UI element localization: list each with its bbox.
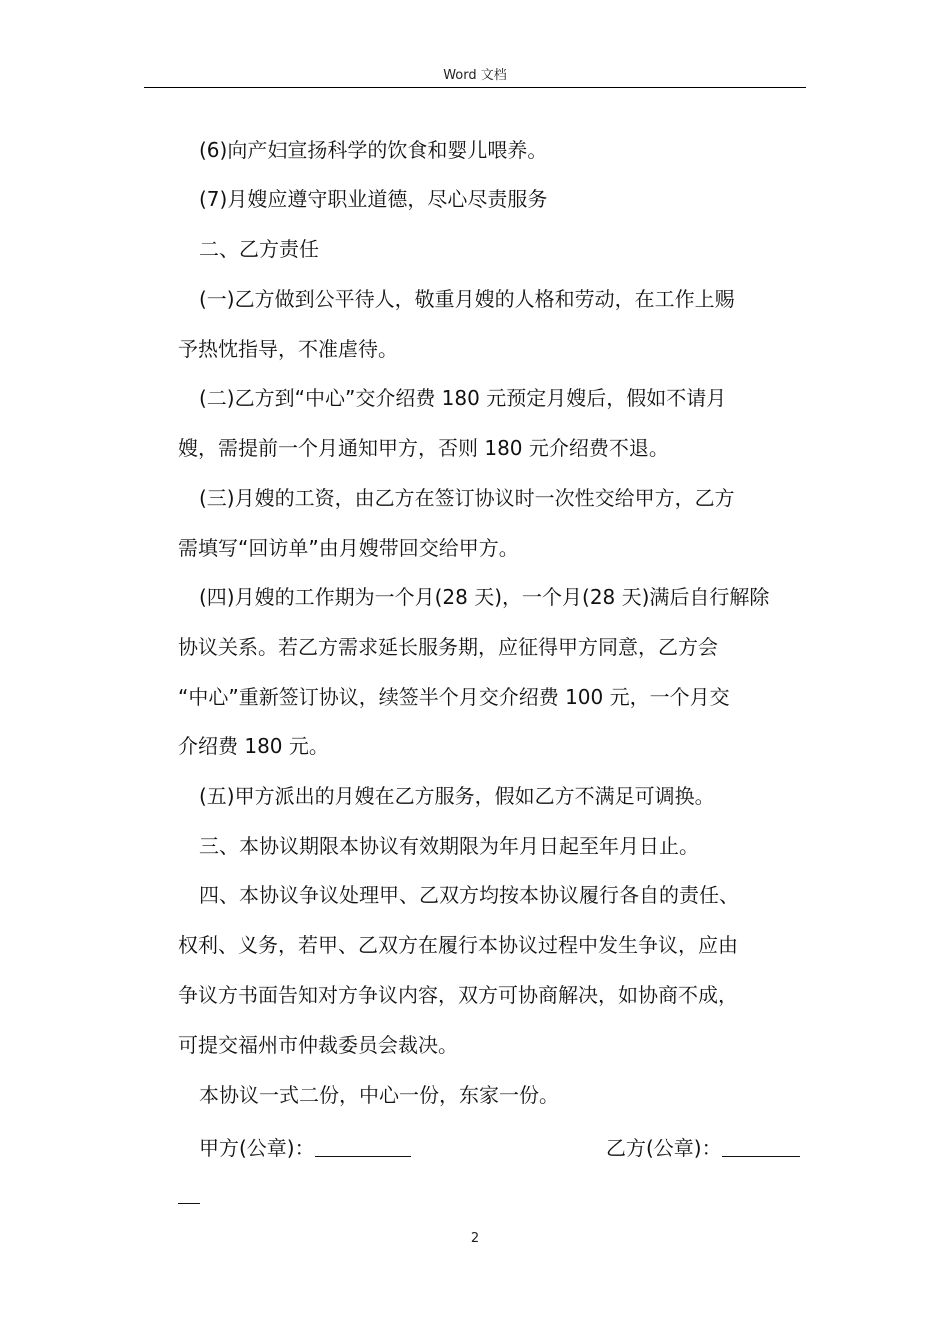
clause-b2-line2: 嫂，需提前一个月通知甲方，否则 180 元介绍费不退。 xyxy=(178,436,669,460)
section-dispute-line3: 争议方书面告知对方争议内容，双方可协商解决，如协商不成， xyxy=(178,983,738,1007)
party-b-signature-line-continued xyxy=(178,1185,200,1204)
copies-statement: 本协议一式二份，中心一份，东家一份。 xyxy=(199,1083,559,1107)
clause-b5: (五)甲方派出的月嫂在乙方服务，假如乙方不满足可调换。 xyxy=(199,784,715,808)
clause-b2-line1: (二)乙方到“中心”交介绍费 180 元预定月嫂后，假如不请月 xyxy=(199,386,727,410)
clause-b4-line2: 协议关系。若乙方需求延长服务期，应征得甲方同意，乙方会 xyxy=(178,635,718,659)
section-term: 三、本协议期限本协议有效期限为年月日起至年月日止。 xyxy=(199,834,699,858)
party-b-signature-line xyxy=(722,1136,800,1157)
clause-b4-line3: “中心”重新签订协议，续签半个月交介绍费 100 元，一个月交 xyxy=(178,685,730,709)
page-number: 2 xyxy=(470,1231,480,1246)
party-b-label: 乙方(公章)： xyxy=(606,1136,722,1160)
page-header: Word 文档 xyxy=(443,68,507,83)
section-dispute-line4: 可提交福州市仲裁委员会裁决。 xyxy=(178,1033,458,1057)
party-a-signature-line xyxy=(315,1136,411,1157)
clause-b3-line2: 需填写“回访单”由月嫂带回交给甲方。 xyxy=(178,536,519,560)
header-rule xyxy=(144,87,806,88)
clause-b1-line2: 予热忱指导，不准虐待。 xyxy=(178,337,398,361)
party-a-label: 甲方(公章)： xyxy=(199,1136,315,1160)
clause-b1-line1: (一)乙方做到公平待人，敬重月嫂的人格和劳动，在工作上赐 xyxy=(199,287,735,311)
section-dispute-line1: 四、本协议争议处理甲、乙双方均按本协议履行各自的责任、 xyxy=(199,883,739,907)
clause-6: (6)向产妇宣扬科学的饮食和婴儿喂养。 xyxy=(199,138,548,162)
section-dispute-line2: 权利、义务，若甲、乙双方在履行本协议过程中发生争议，应由 xyxy=(178,933,738,957)
party-b-signature xyxy=(606,1136,800,1161)
section-heading-2: 二、乙方责任 xyxy=(199,237,319,261)
clause-b3-line1: (三)月嫂的工资，由乙方在签订协议时一次性交给甲方，乙方 xyxy=(199,486,735,510)
clause-b4-line4: 介绍费 180 元。 xyxy=(178,734,329,758)
clause-b4-line1: (四)月嫂的工作期为一个月(28 天)，一个月(28 天)满后自行解除 xyxy=(199,585,770,609)
party-a-signature xyxy=(199,1136,411,1161)
clause-7: (7)月嫂应遵守职业道德，尽心尽责服务 xyxy=(199,187,548,211)
